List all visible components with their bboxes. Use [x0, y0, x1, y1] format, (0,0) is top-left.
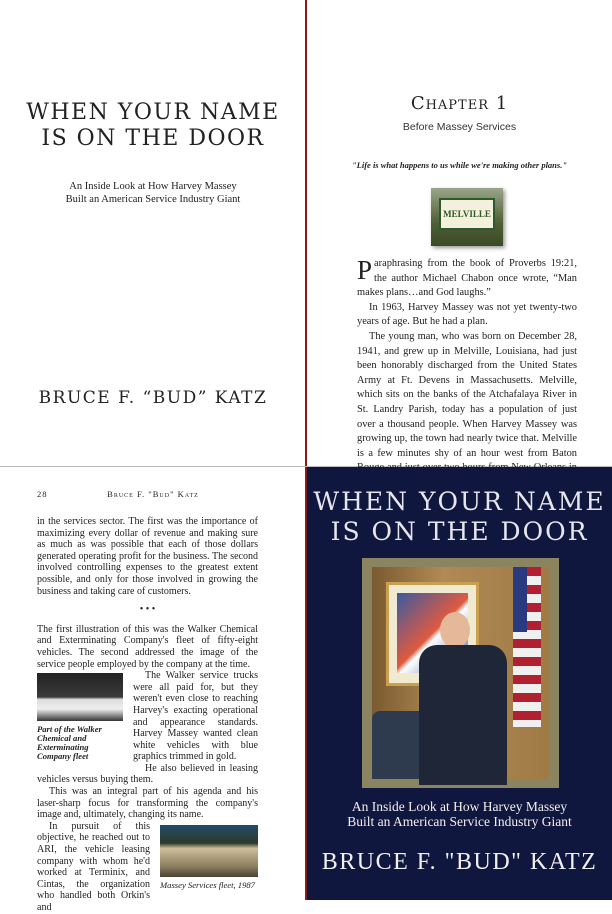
paragraph: In 1963, Harvey Massey was not yet twenty-two years of age. But he had a plan.: [357, 301, 577, 328]
massey-fleet-figure: [160, 825, 258, 890]
melville-sign-photo: [431, 188, 503, 246]
book-cover: [307, 467, 612, 900]
paragraph: He also believed in leasing vehicles versus buying them.: [37, 762, 258, 786]
section-separator: • • •: [139, 604, 156, 616]
cover-subtitle-line-2: Built an American Service Industry Giant: [347, 814, 572, 829]
cover-subtitle: [307, 799, 612, 829]
flag: [513, 567, 541, 727]
photo-caption: Massey Services fleet, 1987: [160, 879, 255, 890]
interior-page: [0, 467, 306, 913]
paragraph: In pursuit of this objective, he reached out to ARI, the vehicle leasing company with whom he'd worked at Terminix, and Cintas, the organization who handled both Orkin's and: [37, 820, 150, 913]
author: BRUCE F. “BUD” KATZ: [38, 388, 268, 408]
paragraph: The young man, who was born on December 28, 1941, and grew up in Melville, Louisiana, had just been honorably discharged from the United States Army at Ft. Devens in Massachusetts. Melville, which sits on the banks of the Atchafalaya River in St. Landry Parish, today has a population of just over a thousand people. When Harvey Massey was growing up, the town had nearly twice that. Melville is a few minutes shy of an hour west from Baton: [357, 330, 577, 459]
subtitle: [0, 180, 306, 206]
drop-cap: P: [357, 255, 373, 285]
cover-photo: [372, 567, 549, 779]
interior-body: [37, 516, 258, 914]
running-head: Bruce F. "Bud" Katz: [107, 489, 199, 499]
cover-title: [307, 487, 612, 547]
title-page: [0, 0, 306, 466]
chapter-page: [307, 0, 612, 466]
chapter-body: [357, 257, 577, 491]
title-line-1: WHEN YOUR NAME: [26, 100, 280, 125]
paragraph: This was an integral part of his agenda and his laser-sharp focus for transforming the company's image and, ultimately, changing its name.: [37, 786, 258, 821]
cover-subtitle-line-1: An Inside Look at How Harvey Massey: [351, 799, 568, 814]
page-number: 28: [37, 489, 48, 499]
paragraph: in the services sector. The first was the importance of maximizing every dollar of revenue and making sure as much as was possible that each of those dollars generated operating profit for the business. The second involved controlling expenses to the greatest extent possible, and only for those involved in growing the business and taking care of customers.: [37, 516, 258, 597]
chapter-subtitle: Before Massey Services: [402, 121, 517, 133]
person-head: [440, 612, 470, 648]
paragraph-text: araphrasing from the book of Proverbs 19:21, the author Michael Chabon once wrote, “Man makes plans…and God laughs.”: [357, 258, 577, 299]
photo-caption: Part of the Walker Chemical and Exterminating Company fleet: [37, 724, 102, 762]
sign-text: MELVILLE: [439, 198, 495, 230]
title: [0, 100, 306, 152]
subtitle-line-1: An Inside Look at How Harvey Massey: [69, 181, 237, 192]
cover-title-line-1: WHEN YOUR NAME: [313, 487, 606, 516]
massey-fleet-photo: [160, 825, 258, 877]
cover-title-line-2: IS ON THE DOOR: [330, 517, 589, 546]
paragraph: The first illustration of this was the Walker Chemical and Exterminating Company's fleet of fifty-eight vehicles. The second addressed the image of the service people employed by the company at the time.: [37, 623, 258, 670]
title-line-2: IS ON THE DOOR: [41, 126, 265, 151]
paragraph: The Walker service trucks were all paid for, but they weren't even close to reaching Harvey's exacting operational and appearance standards. Harvey Massey wanted clean white vehicles with blue graphics trimmed in gold.: [133, 670, 258, 763]
walker-fleet-figure: [37, 673, 123, 761]
epigraph: "Life is what happens to us while we're making other plans.": [351, 160, 568, 170]
person-suit: [419, 645, 507, 785]
cover-author: BRUCE F. "BUD" KATZ: [321, 849, 598, 875]
paragraph: [357, 257, 577, 301]
walker-fleet-photo: [37, 673, 123, 721]
chapter-heading: Chapter 1: [410, 93, 509, 114]
subtitle-line-2: Built an American Service Industry Giant: [65, 194, 241, 205]
cover-photo-frame: [362, 558, 559, 788]
